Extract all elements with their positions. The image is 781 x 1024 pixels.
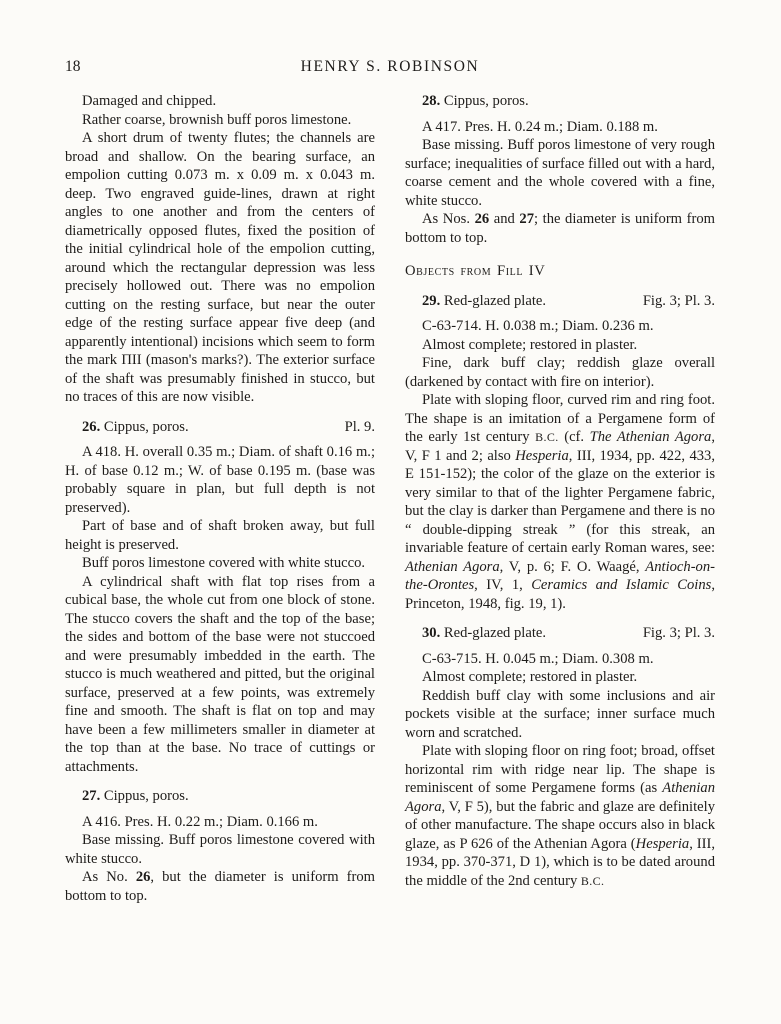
paragraph bbox=[65, 129, 375, 407]
entry-object-name: Red-glazed plate. bbox=[440, 625, 547, 641]
column-right bbox=[405, 92, 715, 905]
catalog-entry-heading bbox=[405, 92, 715, 111]
entry-plate-reference: Pl. 9. bbox=[344, 418, 375, 435]
text-run: Fine, dark buff clay; reddish glaze overall (darkened by contact with fire on interior). bbox=[405, 355, 715, 390]
paragraph bbox=[65, 813, 375, 832]
paragraph bbox=[405, 742, 715, 890]
entry-object-name: Cippus, poros. bbox=[100, 788, 189, 804]
paragraph bbox=[405, 210, 715, 247]
text-run: Part of base and of shaft broken away, but full height is preserved. bbox=[65, 518, 375, 553]
catalog-entry-heading bbox=[405, 292, 715, 311]
bold-text: 27 bbox=[519, 211, 534, 227]
running-header bbox=[65, 58, 715, 76]
italic-text: Athenian Agora bbox=[405, 780, 715, 815]
entry-number: 26. bbox=[82, 418, 101, 435]
italic-text: Antioch-on-the-Orontes bbox=[405, 558, 716, 593]
text-run: A short drum of twenty flutes; the channels are broad and shallow. On the bearing surface, an empolion cutting 0.073 m. x 0.09 m. x 0.043 m. deep. Two engraved guide-lines, drawn at right angles to one another and from the centers of diametrically opposed flutes, fixed the position of the initial cylindrical hole of the empolion cutting, around which the rectangular depression was less precisely hollowed out. There was no empolion cutting on the resting surface, but near the outer edge of the resting surface appear five deep (and apparently intentional) incisions which seem to form the mark ΠΙΙ (mason's marks?). The exterior surface of the shaft was presumably finished in stucco, but no traces of this are now visible. bbox=[65, 130, 375, 405]
paragraph bbox=[405, 354, 715, 391]
entry-title bbox=[405, 92, 529, 111]
text-run: , IV, 1, bbox=[474, 577, 532, 593]
catalog-entry-heading bbox=[65, 787, 375, 806]
text-run: As No. bbox=[82, 869, 136, 885]
bold-text: 26 bbox=[474, 211, 490, 227]
entry-number: 29. bbox=[422, 292, 441, 309]
entry-number: 28. bbox=[422, 93, 441, 109]
text-run: , V, p. 6; F. O. Waagé, bbox=[499, 558, 646, 575]
text-run: Plate with sloping floor on ring foot; broad, offset horizontal rim with ridge near lip. The shape is reminiscent of some Pergamene forms (as bbox=[405, 743, 715, 796]
text-run: Plate with sloping floor, curved rim and ring foot. The shape is an imitation of a Pergamene form of the early 1st century bbox=[405, 392, 715, 445]
text-run: Almost complete; restored in plaster. bbox=[422, 669, 638, 685]
paragraph bbox=[405, 687, 715, 743]
catalog-entry-heading bbox=[65, 418, 375, 437]
text-run: , V, F 5), but the fabric and glaze are definitely of other manufacture. The shape occurs also in black glaze, as P 626 of the Athenian Agora ( bbox=[405, 798, 715, 852]
text-run: Base missing. Buff poros limestone covered with white stucco. bbox=[65, 832, 375, 867]
text-run: , III, 1934, pp. 422, 433, E 151-152); the color of the glaze on the exterior is very similar to that of the lighter Pergamene fabric, but the clay is darker than Pergamene and there is no “ double-dipping streak ” (for this streak, an invariable feature of certain early Roman wares, see: bbox=[405, 447, 715, 556]
smallcaps-text: B.C. bbox=[580, 873, 605, 888]
text-run: C-63-715. H. 0.045 m.; Diam. 0.308 m. bbox=[422, 650, 654, 667]
paragraph bbox=[405, 668, 715, 687]
text-run: A 417. Pres. H. 0.24 m.; Diam. 0.188 m. bbox=[422, 118, 658, 135]
text-run: Reddish buff clay with some inclusions and air pockets visible at the surface; inner surface much worn and scratched. bbox=[405, 687, 715, 741]
paragraph bbox=[65, 517, 375, 554]
entry-object-name: Cippus, poros. bbox=[100, 418, 189, 435]
paragraph bbox=[65, 573, 375, 777]
paragraph bbox=[405, 336, 715, 355]
paragraph bbox=[65, 831, 375, 868]
entry-title bbox=[405, 292, 546, 311]
entry-title bbox=[405, 624, 546, 643]
paragraph bbox=[405, 317, 715, 336]
page-number: 18 bbox=[65, 58, 81, 75]
italic-text: Hesperia bbox=[515, 447, 569, 464]
text-run: ; the diameter is uniform from bottom to top. bbox=[405, 211, 715, 246]
italic-text: Ceramics and Islamic Coins bbox=[531, 577, 712, 593]
paragraph bbox=[405, 118, 715, 137]
entry-title bbox=[65, 787, 189, 806]
paragraph bbox=[65, 443, 375, 517]
italic-text: Hesperia bbox=[635, 835, 690, 852]
entry-plate-reference: Fig. 3; Pl. 3. bbox=[642, 292, 715, 309]
text-run: Almost complete; restored in plaster. bbox=[422, 336, 638, 353]
bold-text: 26 bbox=[135, 869, 151, 885]
smallcaps-text: B.C. bbox=[535, 430, 559, 444]
text-columns bbox=[65, 92, 715, 905]
text-run: , Princeton, 1948, fig. 19, 1). bbox=[405, 577, 715, 612]
text-run: (cf. bbox=[558, 429, 590, 445]
italic-text: Athenian Agora bbox=[405, 558, 500, 575]
text-run: , but the diameter is uniform from bottom to top. bbox=[65, 869, 376, 904]
text-run: A cylindrical shaft with flat top rises from a cubical base, the whole cut from one block of stone. The stucco covers the shaft and the top of the base; the sides and bottom of the base were not stuccoed and were presumably imbedded in the earth. The stucco is much weathered and pitted, but the original surface, preserved at a few points, was extremely fine and smooth. The shaft is flat on top and may have been a few millimeters smaller in diameter at the top than at the base. No trace of cuttings or attachments. bbox=[65, 573, 375, 775]
text-run: and bbox=[489, 211, 520, 227]
catalog-entry-heading bbox=[405, 624, 715, 643]
entry-object-name: Cippus, poros. bbox=[440, 93, 529, 109]
section-heading: Objects from Fill IV bbox=[405, 263, 546, 279]
paragraph bbox=[405, 136, 715, 210]
entry-plate-reference: Fig. 3; Pl. 3. bbox=[642, 625, 715, 641]
text-run: Base missing. Buff poros limestone of very rough surface; inequalities of surface filled out with a hard, coarse cement and the whole covered with a fine, white stucco. bbox=[405, 137, 715, 209]
text-run: C-63-714. H. 0.038 m.; Diam. 0.236 m. bbox=[422, 318, 654, 334]
paragraph bbox=[65, 554, 375, 573]
italic-text: The Athenian Agora bbox=[589, 429, 712, 445]
entry-object-name: Red-glazed plate. bbox=[440, 292, 547, 309]
text-run: Rather coarse, brownish buff poros limestone. bbox=[82, 111, 352, 128]
entry-number: 27. bbox=[82, 788, 101, 804]
entry-title bbox=[65, 418, 189, 437]
paragraph bbox=[405, 650, 715, 669]
text-run: , V, F 1 and 2; also bbox=[405, 429, 715, 464]
paragraph bbox=[65, 868, 375, 905]
running-head-title: HENRY S. ROBINSON bbox=[300, 58, 480, 75]
column-left bbox=[65, 92, 375, 905]
text-run: Damaged and chipped. bbox=[82, 93, 217, 109]
text-run: As Nos. bbox=[422, 211, 475, 227]
text-run: A 418. H. overall 0.35 m.; Diam. of shaft 0.16 m.; H. of base 0.12 m.; W. of base 0.195 m. (base was probably square in plan, but full depth is not preserved). bbox=[65, 444, 375, 516]
entry-number: 30. bbox=[422, 625, 441, 641]
text-run: A 416. Pres. H. 0.22 m.; Diam. 0.166 m. bbox=[82, 813, 318, 830]
paragraph bbox=[65, 92, 375, 111]
text-run: , III, 1934, pp. 370-371, D 1), which is to be dated around the middle of the 2nd century bbox=[405, 835, 715, 889]
paragraph bbox=[65, 111, 375, 130]
paragraph bbox=[405, 391, 715, 613]
text-run: Buff poros limestone covered with white stucco. bbox=[82, 555, 366, 571]
